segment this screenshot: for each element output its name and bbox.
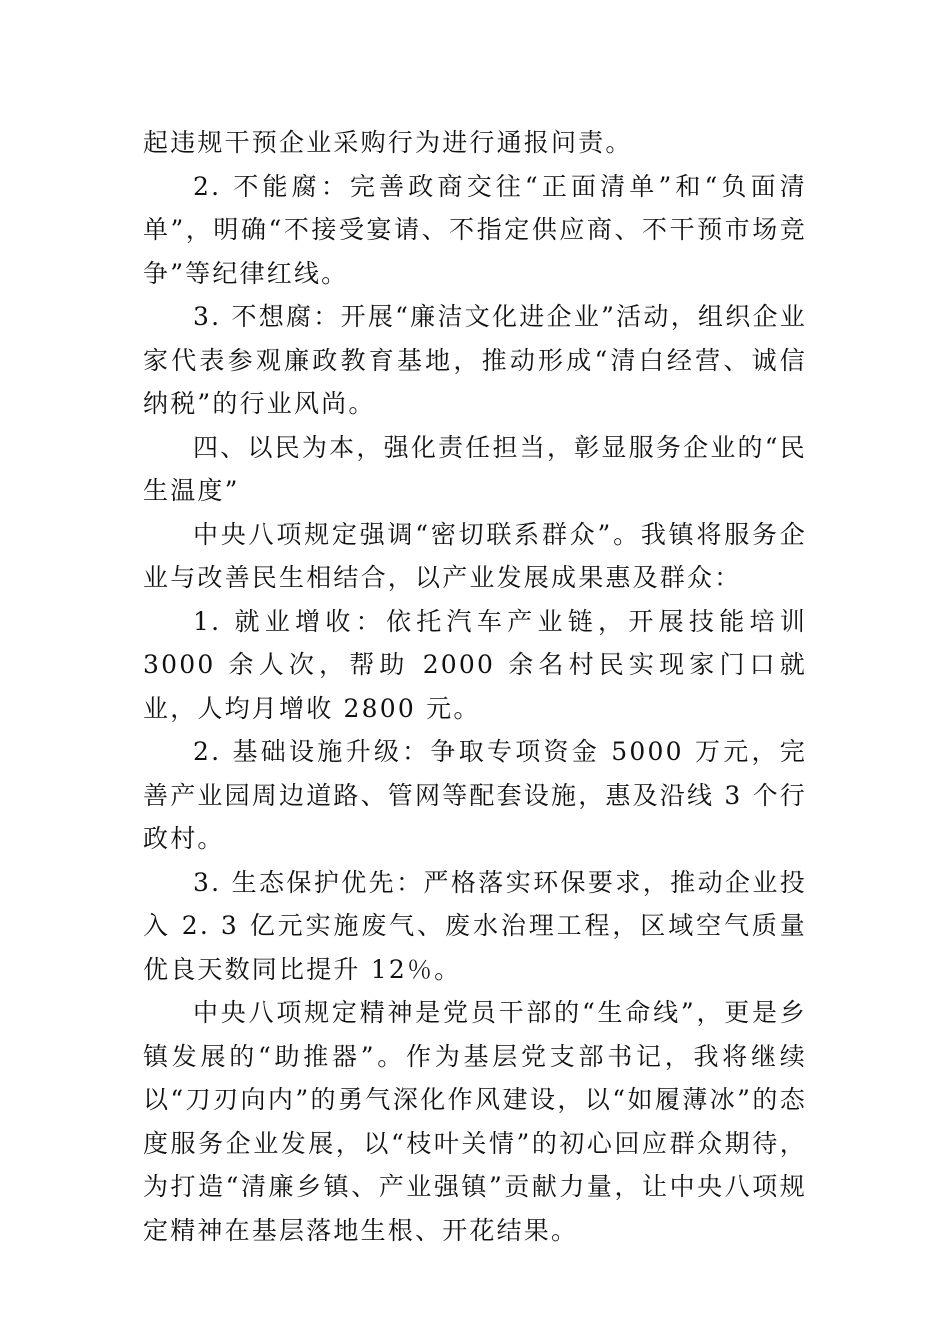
paragraph-ecology: 3. 生态保护优先：严格落实环保要求，推动企业投入 2. 3 亿元实施废气、废水治理工程，区域空气质量优良天数同比提升 12％。	[143, 867, 807, 984]
paragraph-not-able-corrupt: 2. 不能腐：完善政商交往“正面清单”和“负面清单”，明确“不接受宴请、不指定供应商、不干预市场竞争”等纪律红线。	[143, 171, 807, 288]
paragraph-intro-livelihood: 中央八项规定强调“密切联系群众”。我镇将服务企业与改善民生相结合，以产业发展成果惠及群众：	[143, 519, 807, 592]
document-body	[143, 121, 807, 1252]
paragraph-conclusion: 中央八项规定精神是党员干部的“生命线”，更是乡镇发展的“助推器”。作为基层党支部书记，我将继续以“刀刃向内”的勇气深化作风建设，以“如履薄冰”的态度服务企业发展，以“枝叶关情”的初心回应群众期待，为打造“清廉乡镇、产业强镇”贡献力量，让中央八项规定精神在基层落地生根、开花结果。	[143, 998, 807, 1245]
paragraph-infrastructure: 2. 基础设施升级：争取专项资金 5000 万元，完善产业园周边道路、管网等配套设施，惠及沿线 3 个行政村。	[143, 737, 808, 853]
section-heading-four: 四、以民为本，强化责任担当，彰显服务企业的“民生温度”	[143, 432, 807, 505]
paragraph-employment: 1. 就业增收：依托汽车产业链，开展技能培训 3000 余人次，帮助 2000 余名村民实现家门口就业，人均月增收 2800 元。	[143, 606, 807, 723]
paragraph-not-want-corrupt: 3. 不想腐：开展“廉洁文化进企业”活动，组织企业家代表参观廉政教育基地，推动形成“清白经营、诚信纳税”的行业风尚。	[143, 302, 807, 418]
paragraph-continuation: 起违规干预企业采购行为进行通报问责。	[143, 128, 633, 157]
